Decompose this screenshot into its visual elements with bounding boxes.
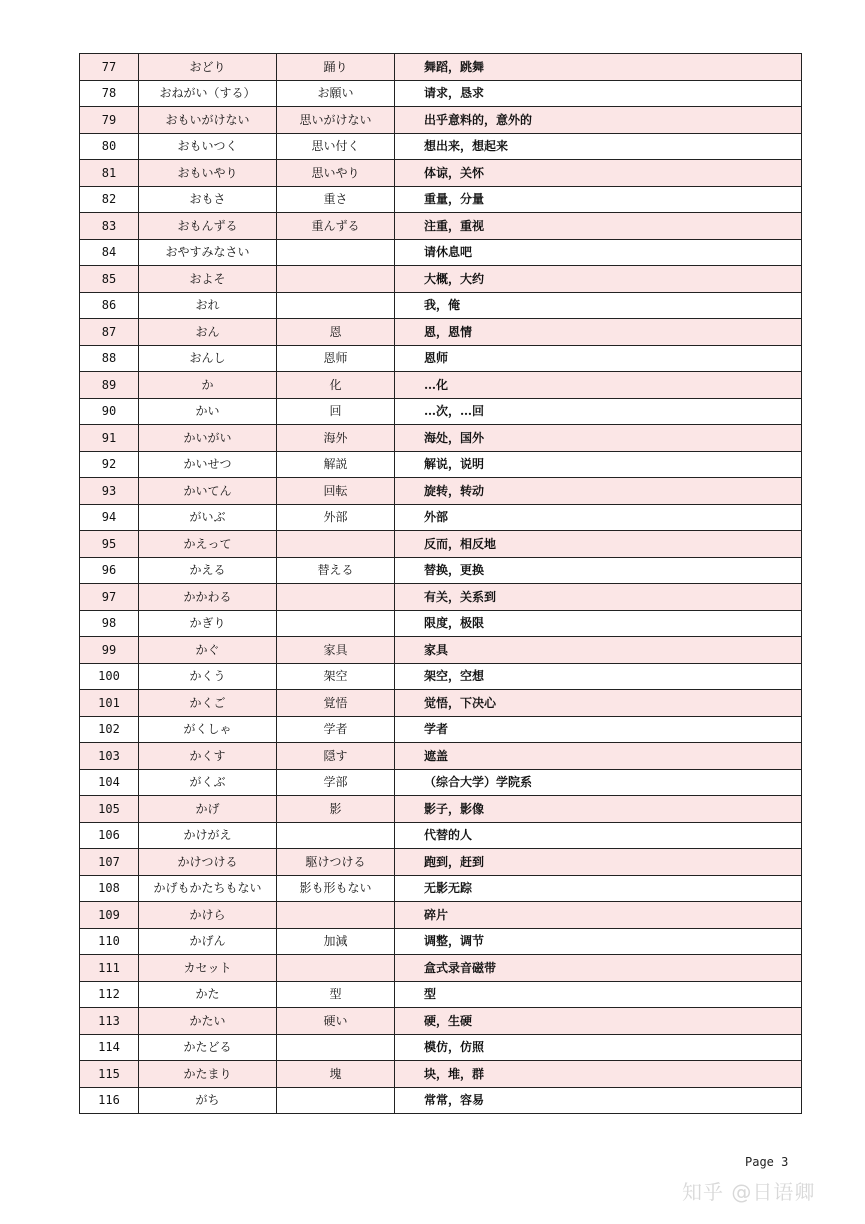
- table-row: [80, 690, 802, 717]
- meaning-cell: 我，俺: [395, 292, 802, 319]
- kana-cell: かいせつ: [139, 451, 277, 478]
- kana-cell: がくしゃ: [139, 716, 277, 743]
- kana-cell: おもんずる: [139, 213, 277, 240]
- kana-cell: おれ: [139, 292, 277, 319]
- kana-cell: かえって: [139, 531, 277, 558]
- meaning-cell: 舞蹈，跳舞: [395, 54, 802, 81]
- row-number-cell: 88: [80, 345, 139, 372]
- row-number-cell: 106: [80, 822, 139, 849]
- kanji-cell: 隠す: [277, 743, 395, 770]
- table-row: [80, 345, 802, 372]
- kanji-cell: 影: [277, 796, 395, 823]
- meaning-cell: 块，堆，群: [395, 1061, 802, 1088]
- kana-cell: がいぶ: [139, 504, 277, 531]
- kanji-cell: 替える: [277, 557, 395, 584]
- meaning-cell: 体谅，关怀: [395, 160, 802, 187]
- meaning-cell: 常常，容易: [395, 1087, 802, 1114]
- kana-cell: かぐ: [139, 637, 277, 664]
- kanji-cell: 外部: [277, 504, 395, 531]
- meaning-cell: 反而，相反地: [395, 531, 802, 558]
- table-row: [80, 663, 802, 690]
- meaning-cell: 遮盖: [395, 743, 802, 770]
- meaning-cell: 影子，影像: [395, 796, 802, 823]
- row-number-cell: 115: [80, 1061, 139, 1088]
- row-number-cell: 81: [80, 160, 139, 187]
- meaning-cell: 请求，恳求: [395, 80, 802, 107]
- kana-cell: おんし: [139, 345, 277, 372]
- kanji-cell: 恩师: [277, 345, 395, 372]
- meaning-cell: 限度，极限: [395, 610, 802, 637]
- kana-cell: かえる: [139, 557, 277, 584]
- row-number-cell: 111: [80, 955, 139, 982]
- watermark: 知乎 @日语卿: [682, 1180, 816, 1204]
- table-row: [80, 107, 802, 134]
- table-row: [80, 769, 802, 796]
- table-row: [80, 1087, 802, 1114]
- meaning-cell: 大概，大约: [395, 266, 802, 293]
- kana-cell: かけら: [139, 902, 277, 929]
- table-row: [80, 849, 802, 876]
- meaning-cell: 出乎意料的，意外的: [395, 107, 802, 134]
- table-row: [80, 425, 802, 452]
- kanji-cell: 駆けつける: [277, 849, 395, 876]
- table-row: [80, 875, 802, 902]
- kana-cell: かたい: [139, 1008, 277, 1035]
- kana-cell: おどり: [139, 54, 277, 81]
- meaning-cell: 架空，空想: [395, 663, 802, 690]
- row-number-cell: 113: [80, 1008, 139, 1035]
- table-row: [80, 796, 802, 823]
- table-row: [80, 822, 802, 849]
- meaning-cell: 恩，恩情: [395, 319, 802, 346]
- kanji-cell: 重んずる: [277, 213, 395, 240]
- row-number-cell: 85: [80, 266, 139, 293]
- table-row: [80, 743, 802, 770]
- table-row: [80, 372, 802, 399]
- meaning-cell: 型: [395, 981, 802, 1008]
- kanji-cell: 影も形もない: [277, 875, 395, 902]
- row-number-cell: 97: [80, 584, 139, 611]
- meaning-cell: 学者: [395, 716, 802, 743]
- row-number-cell: 114: [80, 1034, 139, 1061]
- row-number-cell: 104: [80, 769, 139, 796]
- kana-cell: かげん: [139, 928, 277, 955]
- kana-cell: かぎり: [139, 610, 277, 637]
- meaning-cell: 碎片: [395, 902, 802, 929]
- row-number-cell: 82: [80, 186, 139, 213]
- vocabulary-table-body: [80, 54, 802, 1114]
- row-number-cell: 109: [80, 902, 139, 929]
- meaning-cell: 注重，重视: [395, 213, 802, 240]
- kanji-cell: [277, 531, 395, 558]
- meaning-cell: …次，…回: [395, 398, 802, 425]
- meaning-cell: 家具: [395, 637, 802, 664]
- row-number-cell: 87: [80, 319, 139, 346]
- kanji-cell: 硬い: [277, 1008, 395, 1035]
- row-number-cell: 100: [80, 663, 139, 690]
- kana-cell: カセット: [139, 955, 277, 982]
- kanji-cell: 踊り: [277, 54, 395, 81]
- kanji-cell: 学者: [277, 716, 395, 743]
- table-row: [80, 981, 802, 1008]
- kanji-cell: 架空: [277, 663, 395, 690]
- meaning-cell: 盒式录音磁带: [395, 955, 802, 982]
- kanji-cell: [277, 955, 395, 982]
- table-row: [80, 451, 802, 478]
- kana-cell: かたどる: [139, 1034, 277, 1061]
- kana-cell: かくす: [139, 743, 277, 770]
- kanji-cell: 化: [277, 372, 395, 399]
- meaning-cell: 硬，生硬: [395, 1008, 802, 1035]
- row-number-cell: 96: [80, 557, 139, 584]
- kanji-cell: 恩: [277, 319, 395, 346]
- kanji-cell: [277, 292, 395, 319]
- meaning-cell: 替换，更换: [395, 557, 802, 584]
- meaning-cell: 有关，关系到: [395, 584, 802, 611]
- row-number-cell: 98: [80, 610, 139, 637]
- row-number-cell: 107: [80, 849, 139, 876]
- kanji-cell: [277, 610, 395, 637]
- kana-cell: かいてん: [139, 478, 277, 505]
- table-row: [80, 1008, 802, 1035]
- kanji-cell: 塊: [277, 1061, 395, 1088]
- row-number-cell: 116: [80, 1087, 139, 1114]
- kanji-cell: [277, 1034, 395, 1061]
- kanji-cell: 思い付く: [277, 133, 395, 160]
- table-row: [80, 1034, 802, 1061]
- table-row: [80, 54, 802, 81]
- row-number-cell: 112: [80, 981, 139, 1008]
- row-number-cell: 95: [80, 531, 139, 558]
- kanji-cell: 思いやり: [277, 160, 395, 187]
- meaning-cell: 跑到，赶到: [395, 849, 802, 876]
- meaning-cell: 代替的人: [395, 822, 802, 849]
- row-number-cell: 84: [80, 239, 139, 266]
- kana-cell: かげ: [139, 796, 277, 823]
- kana-cell: かけつける: [139, 849, 277, 876]
- table-row: [80, 504, 802, 531]
- row-number-cell: 99: [80, 637, 139, 664]
- table-row: [80, 928, 802, 955]
- table-row: [80, 637, 802, 664]
- kana-cell: がち: [139, 1087, 277, 1114]
- kana-cell: かたまり: [139, 1061, 277, 1088]
- row-number-cell: 108: [80, 875, 139, 902]
- row-number-cell: 101: [80, 690, 139, 717]
- kana-cell: かくご: [139, 690, 277, 717]
- meaning-cell: 外部: [395, 504, 802, 531]
- meaning-cell: 请休息吧: [395, 239, 802, 266]
- kanji-cell: お願い: [277, 80, 395, 107]
- kanji-cell: [277, 239, 395, 266]
- meaning-cell: 旋转，转动: [395, 478, 802, 505]
- row-number-cell: 83: [80, 213, 139, 240]
- kana-cell: かかわる: [139, 584, 277, 611]
- row-number-cell: 89: [80, 372, 139, 399]
- meaning-cell: 重量，分量: [395, 186, 802, 213]
- kana-cell: およそ: [139, 266, 277, 293]
- kanji-cell: 海外: [277, 425, 395, 452]
- kanji-cell: 解説: [277, 451, 395, 478]
- kana-cell: おもいつく: [139, 133, 277, 160]
- meaning-cell: 调整，调节: [395, 928, 802, 955]
- kana-cell: かた: [139, 981, 277, 1008]
- table-row: [80, 1061, 802, 1088]
- kana-cell: おん: [139, 319, 277, 346]
- table-row: [80, 557, 802, 584]
- kanji-cell: [277, 1087, 395, 1114]
- kanji-cell: 学部: [277, 769, 395, 796]
- kana-cell: かげもかたちもない: [139, 875, 277, 902]
- kanji-cell: 回: [277, 398, 395, 425]
- kanji-cell: 回転: [277, 478, 395, 505]
- meaning-cell: （综合大学）学院系: [395, 769, 802, 796]
- kanji-cell: [277, 584, 395, 611]
- row-number-cell: 102: [80, 716, 139, 743]
- table-row: [80, 292, 802, 319]
- kanji-cell: 覚悟: [277, 690, 395, 717]
- meaning-cell: 模仿，仿照: [395, 1034, 802, 1061]
- row-number-cell: 110: [80, 928, 139, 955]
- kana-cell: おもいやり: [139, 160, 277, 187]
- kanji-cell: [277, 822, 395, 849]
- table-row: [80, 133, 802, 160]
- vocabulary-table: [79, 53, 802, 1114]
- meaning-cell: 无影无踪: [395, 875, 802, 902]
- table-row: [80, 398, 802, 425]
- meaning-cell: 海处，国外: [395, 425, 802, 452]
- row-number-cell: 103: [80, 743, 139, 770]
- kana-cell: おもいがけない: [139, 107, 277, 134]
- meaning-cell: 觉悟，下决心: [395, 690, 802, 717]
- row-number-cell: 91: [80, 425, 139, 452]
- meaning-cell: 解说，说明: [395, 451, 802, 478]
- row-number-cell: 80: [80, 133, 139, 160]
- kana-cell: かい: [139, 398, 277, 425]
- kanji-cell: 型: [277, 981, 395, 1008]
- row-number-cell: 92: [80, 451, 139, 478]
- kanji-cell: 重さ: [277, 186, 395, 213]
- table-row: [80, 478, 802, 505]
- page-number: Page 3: [745, 1155, 789, 1169]
- table-row: [80, 80, 802, 107]
- table-row: [80, 239, 802, 266]
- kana-cell: おねがい（する）: [139, 80, 277, 107]
- meaning-cell: 恩师: [395, 345, 802, 372]
- row-number-cell: 93: [80, 478, 139, 505]
- row-number-cell: 90: [80, 398, 139, 425]
- table-row: [80, 186, 802, 213]
- row-number-cell: 79: [80, 107, 139, 134]
- row-number-cell: 77: [80, 54, 139, 81]
- table-row: [80, 266, 802, 293]
- row-number-cell: 78: [80, 80, 139, 107]
- kanji-cell: [277, 902, 395, 929]
- table-row: [80, 531, 802, 558]
- kana-cell: かけがえ: [139, 822, 277, 849]
- meaning-cell: 想出来，想起来: [395, 133, 802, 160]
- table-row: [80, 584, 802, 611]
- kana-cell: おやすみなさい: [139, 239, 277, 266]
- meaning-cell: …化: [395, 372, 802, 399]
- table-row: [80, 902, 802, 929]
- kana-cell: かくう: [139, 663, 277, 690]
- kana-cell: おもさ: [139, 186, 277, 213]
- kanji-cell: 家具: [277, 637, 395, 664]
- row-number-cell: 105: [80, 796, 139, 823]
- table-row: [80, 213, 802, 240]
- table-row: [80, 160, 802, 187]
- table-row: [80, 955, 802, 982]
- table-row: [80, 716, 802, 743]
- table-row: [80, 319, 802, 346]
- kanji-cell: 思いがけない: [277, 107, 395, 134]
- kana-cell: か: [139, 372, 277, 399]
- table-row: [80, 610, 802, 637]
- row-number-cell: 94: [80, 504, 139, 531]
- kanji-cell: [277, 266, 395, 293]
- kana-cell: がくぶ: [139, 769, 277, 796]
- kanji-cell: 加減: [277, 928, 395, 955]
- row-number-cell: 86: [80, 292, 139, 319]
- kana-cell: かいがい: [139, 425, 277, 452]
